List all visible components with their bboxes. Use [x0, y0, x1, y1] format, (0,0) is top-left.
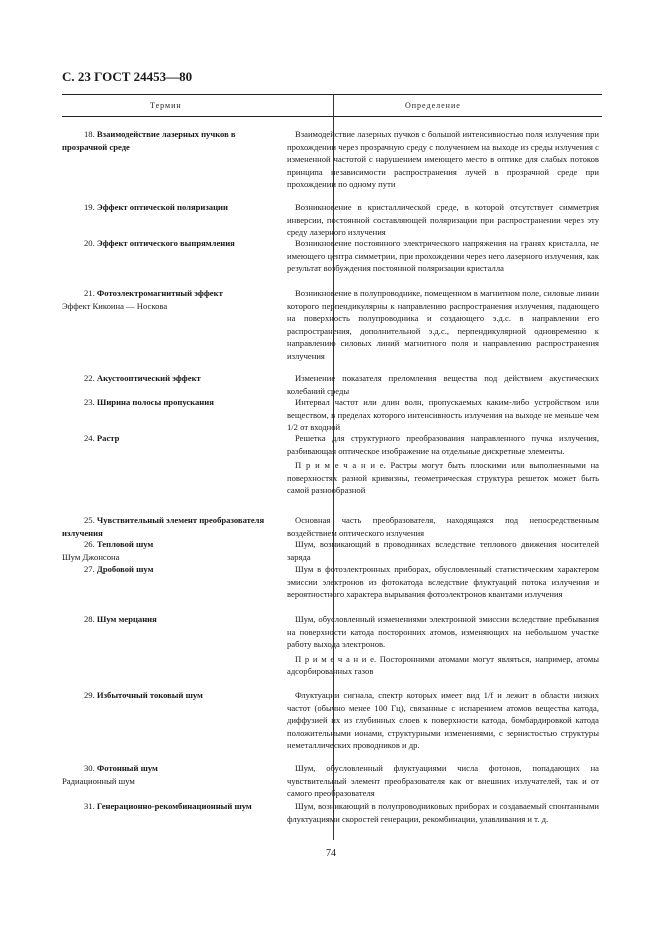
term-name: Шум мерцания — [96, 614, 157, 624]
definition-cell — [287, 128, 599, 191]
table-top-rule — [62, 94, 602, 95]
term-synonym: Шум Джонсона — [62, 551, 120, 562]
term-number: 27. — [84, 564, 95, 574]
term-name: Взаимодействие лазерных пучков в прозрачной среде — [62, 129, 236, 152]
term-cell — [62, 613, 267, 626]
definition-cell — [287, 762, 599, 800]
definition-text: Решетка для структурного преобразования направленного пучка излучения, разбивающая оптическое изображение на отдельные дискретные элементы. — [287, 433, 599, 456]
term-number: 26. — [84, 539, 95, 549]
definition-text: Шум в фотоэлектронных приборах, обусловленный статистическим характером эмиссии электронов из фотокатода вследствие флуктуаций потока излучения и вероятностного характера вырывания фотоэлектронов квантами излучения — [287, 564, 599, 600]
term-number: 30. — [84, 763, 95, 773]
definition-text: Возникновение в полупроводнике, помещенном в магнитном поле, силовые линии которого перпендикулярны к направлению распространения излучения, падающего на поверхность полупроводника и создающего э.д.с. в направлении его распространения, дополнительной э.д.с., перпендикулярной одновременно к направлению силовых линий магнитного поля и направлению распространения излучения — [287, 288, 599, 361]
term-name: Фотоэлектромагнитный эффект — [96, 288, 223, 298]
column-header-term: Термин — [150, 101, 182, 110]
term-number: 21. — [84, 288, 95, 298]
definition-text: Шум, возникающий в проводниках вследствие теплового движения носителей заряда — [287, 539, 599, 562]
term-name: Эффект оптического выпрямления — [96, 238, 235, 248]
term-name: Акустооптический эффект — [96, 373, 201, 383]
definition-cell — [287, 563, 599, 601]
definition-note: П р и м е ч а н и е. Посторонними атомами могут являться, например, атомы адсорбированных газов — [287, 653, 599, 677]
term-name: Чувствительный элемент преобразователя излучения — [62, 515, 265, 538]
definition-text: Взаимодействие лазерных пучков с большой интенсивностью поля излучения при прохождении через прозрачную среду с получением на выходе из среды излучения с измененной частотой с нарушением имеющего место в оптике для слабых потоков принципа независимости распространения лучей в прозрачной среде при прохождении по одному пути — [287, 129, 599, 190]
term-number: 20. — [84, 238, 95, 248]
term-cell — [62, 514, 267, 539]
definition-cell — [287, 800, 599, 825]
definition-text: Интервал частот или длин волн, пропускаемых каким-либо устройством или веществом, в пределах которого интенсивность излучения на выходе не меньше чем 1/2 от входной — [287, 397, 599, 433]
term-name: Дробовой шум — [96, 564, 154, 574]
definition-cell — [287, 689, 599, 752]
term-name: Избыточный токовый шум — [96, 690, 203, 700]
definition-text: Изменение показателя преломления вещества под действием акустических колебаний среды — [287, 373, 599, 396]
definition-text: Возникновение постоянного электрического напряжения на гранях кристалла, не имеющего центра симметрии, при прохождении через него лазерного излучения, как результат возбуждения постоянной поляризации кристалла — [287, 238, 599, 274]
term-cell — [62, 563, 267, 576]
term-synonym: Радиационный шум — [62, 775, 135, 786]
term-synonym: Эффект Кикоина — Носкова — [62, 300, 168, 311]
definition-note: П р и м е ч а н и е. Растры могут быть плоскими или выполненными на поверхностях разной кривизны, геометрическая структура решеток может быть самой разнообразной — [287, 460, 599, 496]
term-number: 29. — [84, 690, 95, 700]
page-number: 74 — [326, 848, 336, 859]
definition-text: Шум, возникающий в полупроводниковых приборах и создаваемый спонтанными флуктуациями скоростей генерации, рекомбинации, улавливания и т. д. — [287, 801, 599, 824]
definition-cell — [287, 432, 599, 497]
term-cell — [62, 800, 267, 813]
definition-cell — [287, 372, 599, 397]
definition-text: Флуктуации сигнала, спектр которых имеет вид 1/f и лежит в области низких частот (обычно менее 100 Гц), связанные с испарением атомов вещества катода, диффузией их из глубинных слоев к поверхности катода, бомбардировкой катода положительными ионами, структурными изменениями, с зернистостью структуры неметаллических проводников и др. — [287, 690, 599, 751]
definition-cell — [287, 287, 599, 363]
definition-cell — [287, 613, 599, 678]
page-header: С. 23 ГОСТ 24453—80 — [62, 69, 193, 84]
definition-text: Основная часть преобразователя, находящаяся под непосредственным воздействием оптического излучения — [287, 515, 599, 538]
definition-cell — [287, 237, 599, 275]
term-number: 28. — [84, 614, 95, 624]
term-cell — [62, 287, 267, 312]
term-cell — [62, 762, 267, 787]
term-name: Фотонный шум — [96, 763, 158, 773]
term-cell — [62, 237, 267, 250]
term-number: 24. — [84, 433, 95, 443]
term-cell — [62, 372, 267, 385]
term-cell — [62, 396, 267, 409]
definition-text: Шум, обусловленный флуктуациями числа фотонов, попадающих на чувствительный элемент преобразователя как от внешних излучателей, так и от самого преобразователя — [287, 763, 599, 799]
term-number: 25. — [84, 515, 95, 525]
term-number: 18. — [84, 129, 95, 139]
term-number: 22. — [84, 373, 95, 383]
definition-text: Шум, обусловленный изменениями электронной эмиссии вследствие пребывания на поверхности катода посторонних атомов, изменяющих на небольшом участке работу выхода электронов. — [287, 614, 599, 650]
term-name: Тепловой шум — [96, 539, 154, 549]
term-name: Генерационно-рекомбинационный шум — [96, 801, 252, 811]
table-head-rule — [62, 116, 602, 117]
definition-cell — [287, 396, 599, 434]
term-cell — [62, 128, 267, 153]
term-cell — [62, 689, 267, 702]
definition-cell — [287, 201, 599, 239]
term-cell — [62, 201, 267, 214]
term-number: 19. — [84, 202, 95, 212]
term-name: Ширина полосы пропускания — [96, 397, 214, 407]
column-header-definition: Определение — [405, 101, 461, 110]
term-cell — [62, 432, 267, 445]
term-cell — [62, 538, 267, 563]
term-number: 23. — [84, 397, 95, 407]
term-number: 31. — [84, 801, 95, 811]
definition-cell — [287, 514, 599, 539]
term-name: Эффект оптической поляризации — [96, 202, 228, 212]
definition-text: Возникновение в кристаллической среде, в которой отсутствует симметрия инверсии, постоянной составляющей поляризации при распространении через эту среду лазерного излучения — [287, 202, 599, 238]
term-name: Растр — [96, 433, 120, 443]
definition-cell — [287, 538, 599, 563]
